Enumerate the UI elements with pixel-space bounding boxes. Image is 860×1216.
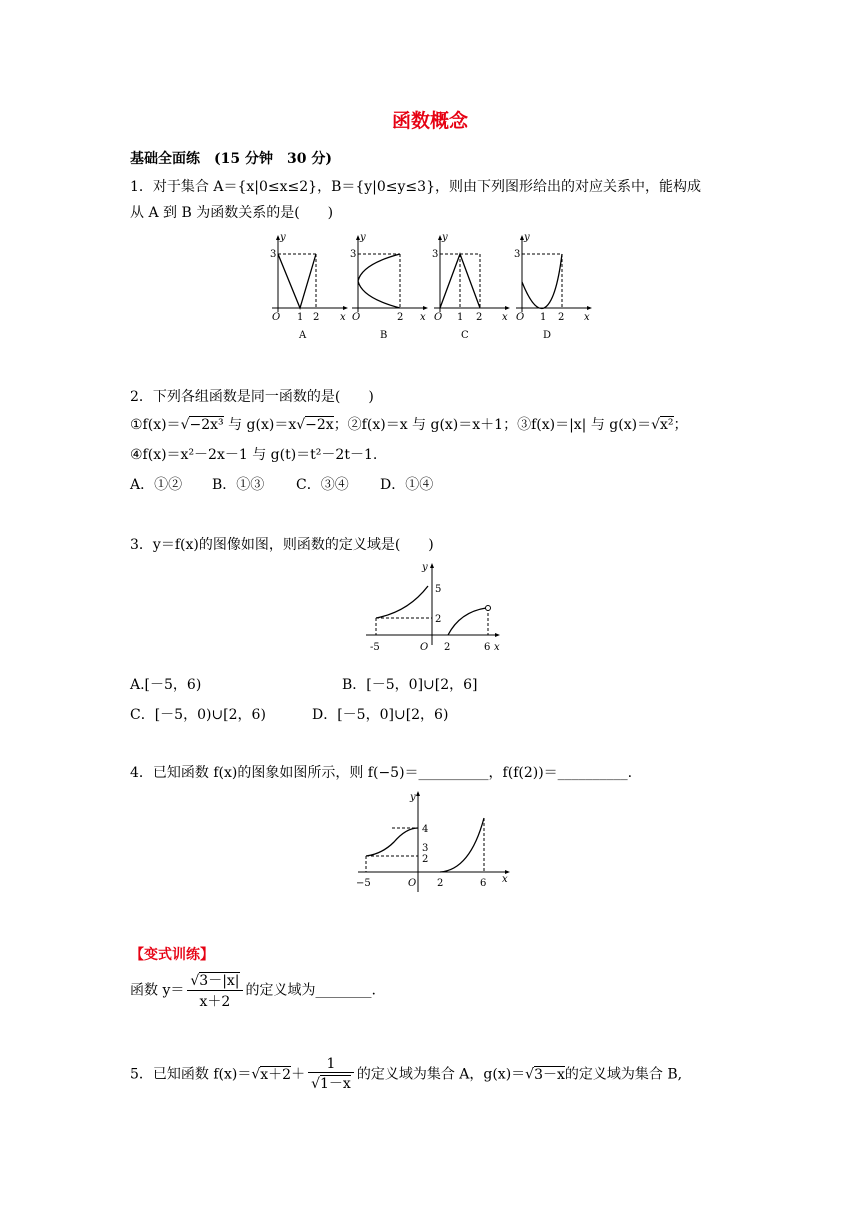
q5-fraction: $\frac{1}{√1-x}$ (308, 1056, 354, 1093)
tick-y: 3 (350, 249, 357, 260)
tick-2y: 2 (435, 614, 442, 625)
q5-rad1: x＋2 (260, 1066, 292, 1083)
variant-tag: 【变式训练】 (130, 947, 214, 963)
q2-line1: ①f(x)＝√−2x³ 与 g(x)＝x√−2x；②f(x)＝x 与 g(x)＝x＋1；③f(x)＝|x| 与 g(x)＝√x²； (130, 417, 688, 433)
q3-option-d: D．[－5，0]∪[2，6) (312, 707, 449, 723)
tick-x2: 2 (558, 312, 565, 323)
q2-option-d: D．①④ (380, 477, 434, 493)
q2-option-b: B．①③ (212, 477, 265, 493)
graph-label: C (461, 330, 469, 341)
q5-pre: 5．已知函数 f(x)＝ (130, 1066, 252, 1083)
origin-label: O (272, 312, 281, 323)
y-axis-label: y (360, 232, 366, 243)
section-heading: 基础全面练 (15 分钟 30 分) (130, 151, 332, 167)
origin-label: O (408, 878, 417, 889)
q5-line: 5．已知函数 f(x)＝√x＋2＋ $\frac{1}{√1-x}$ 的定义域为集合 A，g(x)＝√3－x的定义域为集合 B, (130, 1056, 683, 1092)
tick-4: 4 (422, 824, 429, 835)
tick-x1: 1 (540, 312, 547, 323)
tick-2: 2 (444, 642, 451, 653)
variant-numerator: 3－|x| (199, 973, 240, 989)
y-axis-label: y (422, 562, 428, 573)
q3-option-a: A.[－5，6) (130, 677, 202, 693)
y-axis-label: y (410, 792, 416, 803)
q1-graph-a (268, 232, 350, 344)
origin-label: O (516, 312, 525, 323)
q4-graph (352, 788, 522, 892)
q4-stem: 4．已知函数 f(x)的图象如图所示，则 f(−5)＝__________，f(f(2))＝__________. (130, 765, 633, 781)
tick-minus5: −5 (356, 878, 371, 889)
q3-stem: 3．y＝f(x)的图像如图，则函数的定义域是( ) (130, 537, 434, 553)
tick-y: 3 (514, 249, 521, 260)
q2-l1-b: 与 g(x)＝x (223, 417, 297, 433)
tick-2: 2 (437, 878, 444, 889)
x-axis-label: x (584, 312, 590, 323)
q2-option-c: C．③④ (296, 477, 349, 493)
variant-pre: 函数 y＝ (130, 982, 185, 999)
q2-line2: ④f(x)＝x²－2x－1 与 g(t)＝t²－2t－1. (130, 447, 378, 463)
origin-label: O (352, 312, 361, 323)
x-axis-label: x (494, 642, 500, 653)
y-axis-label: y (280, 232, 286, 243)
tick-y: 3 (432, 249, 439, 260)
q5-plus: ＋ (291, 1066, 306, 1083)
tick-6: 6 (484, 642, 491, 653)
variant-line (130, 970, 376, 1011)
q1-graph-d (512, 232, 594, 344)
tick-6: 6 (480, 878, 487, 889)
q2-stem: 2．下列各组函数是同一函数的是( ) (130, 389, 374, 405)
x-axis-label: x (340, 312, 346, 323)
tick-x1: 1 (457, 312, 464, 323)
tick-y: 3 (270, 249, 277, 260)
q1-graph-c (430, 232, 512, 344)
y-axis-label: y (524, 232, 530, 243)
page-title: 函数概念 (391, 110, 468, 132)
q2-l1-d: ； (673, 417, 688, 433)
graph-label: A (299, 330, 307, 341)
q2-l1-c: ；②f(x)＝x 与 g(x)＝x＋1；③f(x)＝|x| 与 g(x)＝ (333, 417, 652, 433)
q5-post: 的定义域为集合 B, (564, 1066, 683, 1083)
q2-rad3: x² (660, 417, 674, 433)
q5-denominator: 1－x (320, 1076, 351, 1092)
x-axis-label: x (502, 874, 508, 885)
q2-l1-a: ①f(x)＝ (130, 417, 181, 433)
q2-option-a: A．①② (130, 477, 183, 493)
q5-mid: 的定义域为集合 A，g(x)＝ (356, 1066, 526, 1083)
q1-graph-b (348, 232, 430, 344)
q3-option-c: C．[－5，0)∪[2，6) (130, 707, 266, 723)
q1-line2: 从 A 到 B 为函数关系的是( ) (130, 205, 334, 221)
q2-options (130, 474, 433, 494)
tick-x2: 2 (313, 312, 320, 323)
origin-label: O (420, 642, 429, 653)
variant-denominator: x＋2 (199, 994, 231, 1010)
variant-post: 的定义域为________. (245, 982, 376, 999)
variant-fraction: $\frac{√3-|x|}{x+2}$ (187, 970, 242, 1011)
q2-rad2: −2x (305, 417, 334, 433)
graph-label: D (543, 330, 552, 341)
tick-x1: 1 (297, 312, 304, 323)
tick-minus5: -5 (370, 642, 380, 653)
origin-label: O (434, 312, 443, 323)
q3-option-b: B．[－5，0]∪[2，6] (342, 677, 478, 693)
x-axis-label: x (420, 312, 426, 323)
q5-numerator: 1 (308, 1056, 354, 1073)
q3-graph (360, 560, 510, 656)
tick-x2: 2 (397, 312, 404, 323)
q2-rad1: −2x³ (189, 417, 224, 433)
graph-label: B (380, 330, 388, 341)
x-axis-label: x (502, 312, 508, 323)
q5-rad2: 3－x (534, 1066, 565, 1083)
tick-x2: 2 (476, 312, 483, 323)
tick-2y: 2 (422, 854, 429, 865)
y-axis-label: y (442, 232, 448, 243)
q1-line1: 1．对于集合 A＝{x|0≤x≤2}，B＝{y|0≤y≤3}，则由下列图形给出的对应关系中，能构成 (130, 179, 701, 195)
tick-5: 5 (435, 584, 442, 595)
tick-3: 3 (422, 843, 429, 854)
